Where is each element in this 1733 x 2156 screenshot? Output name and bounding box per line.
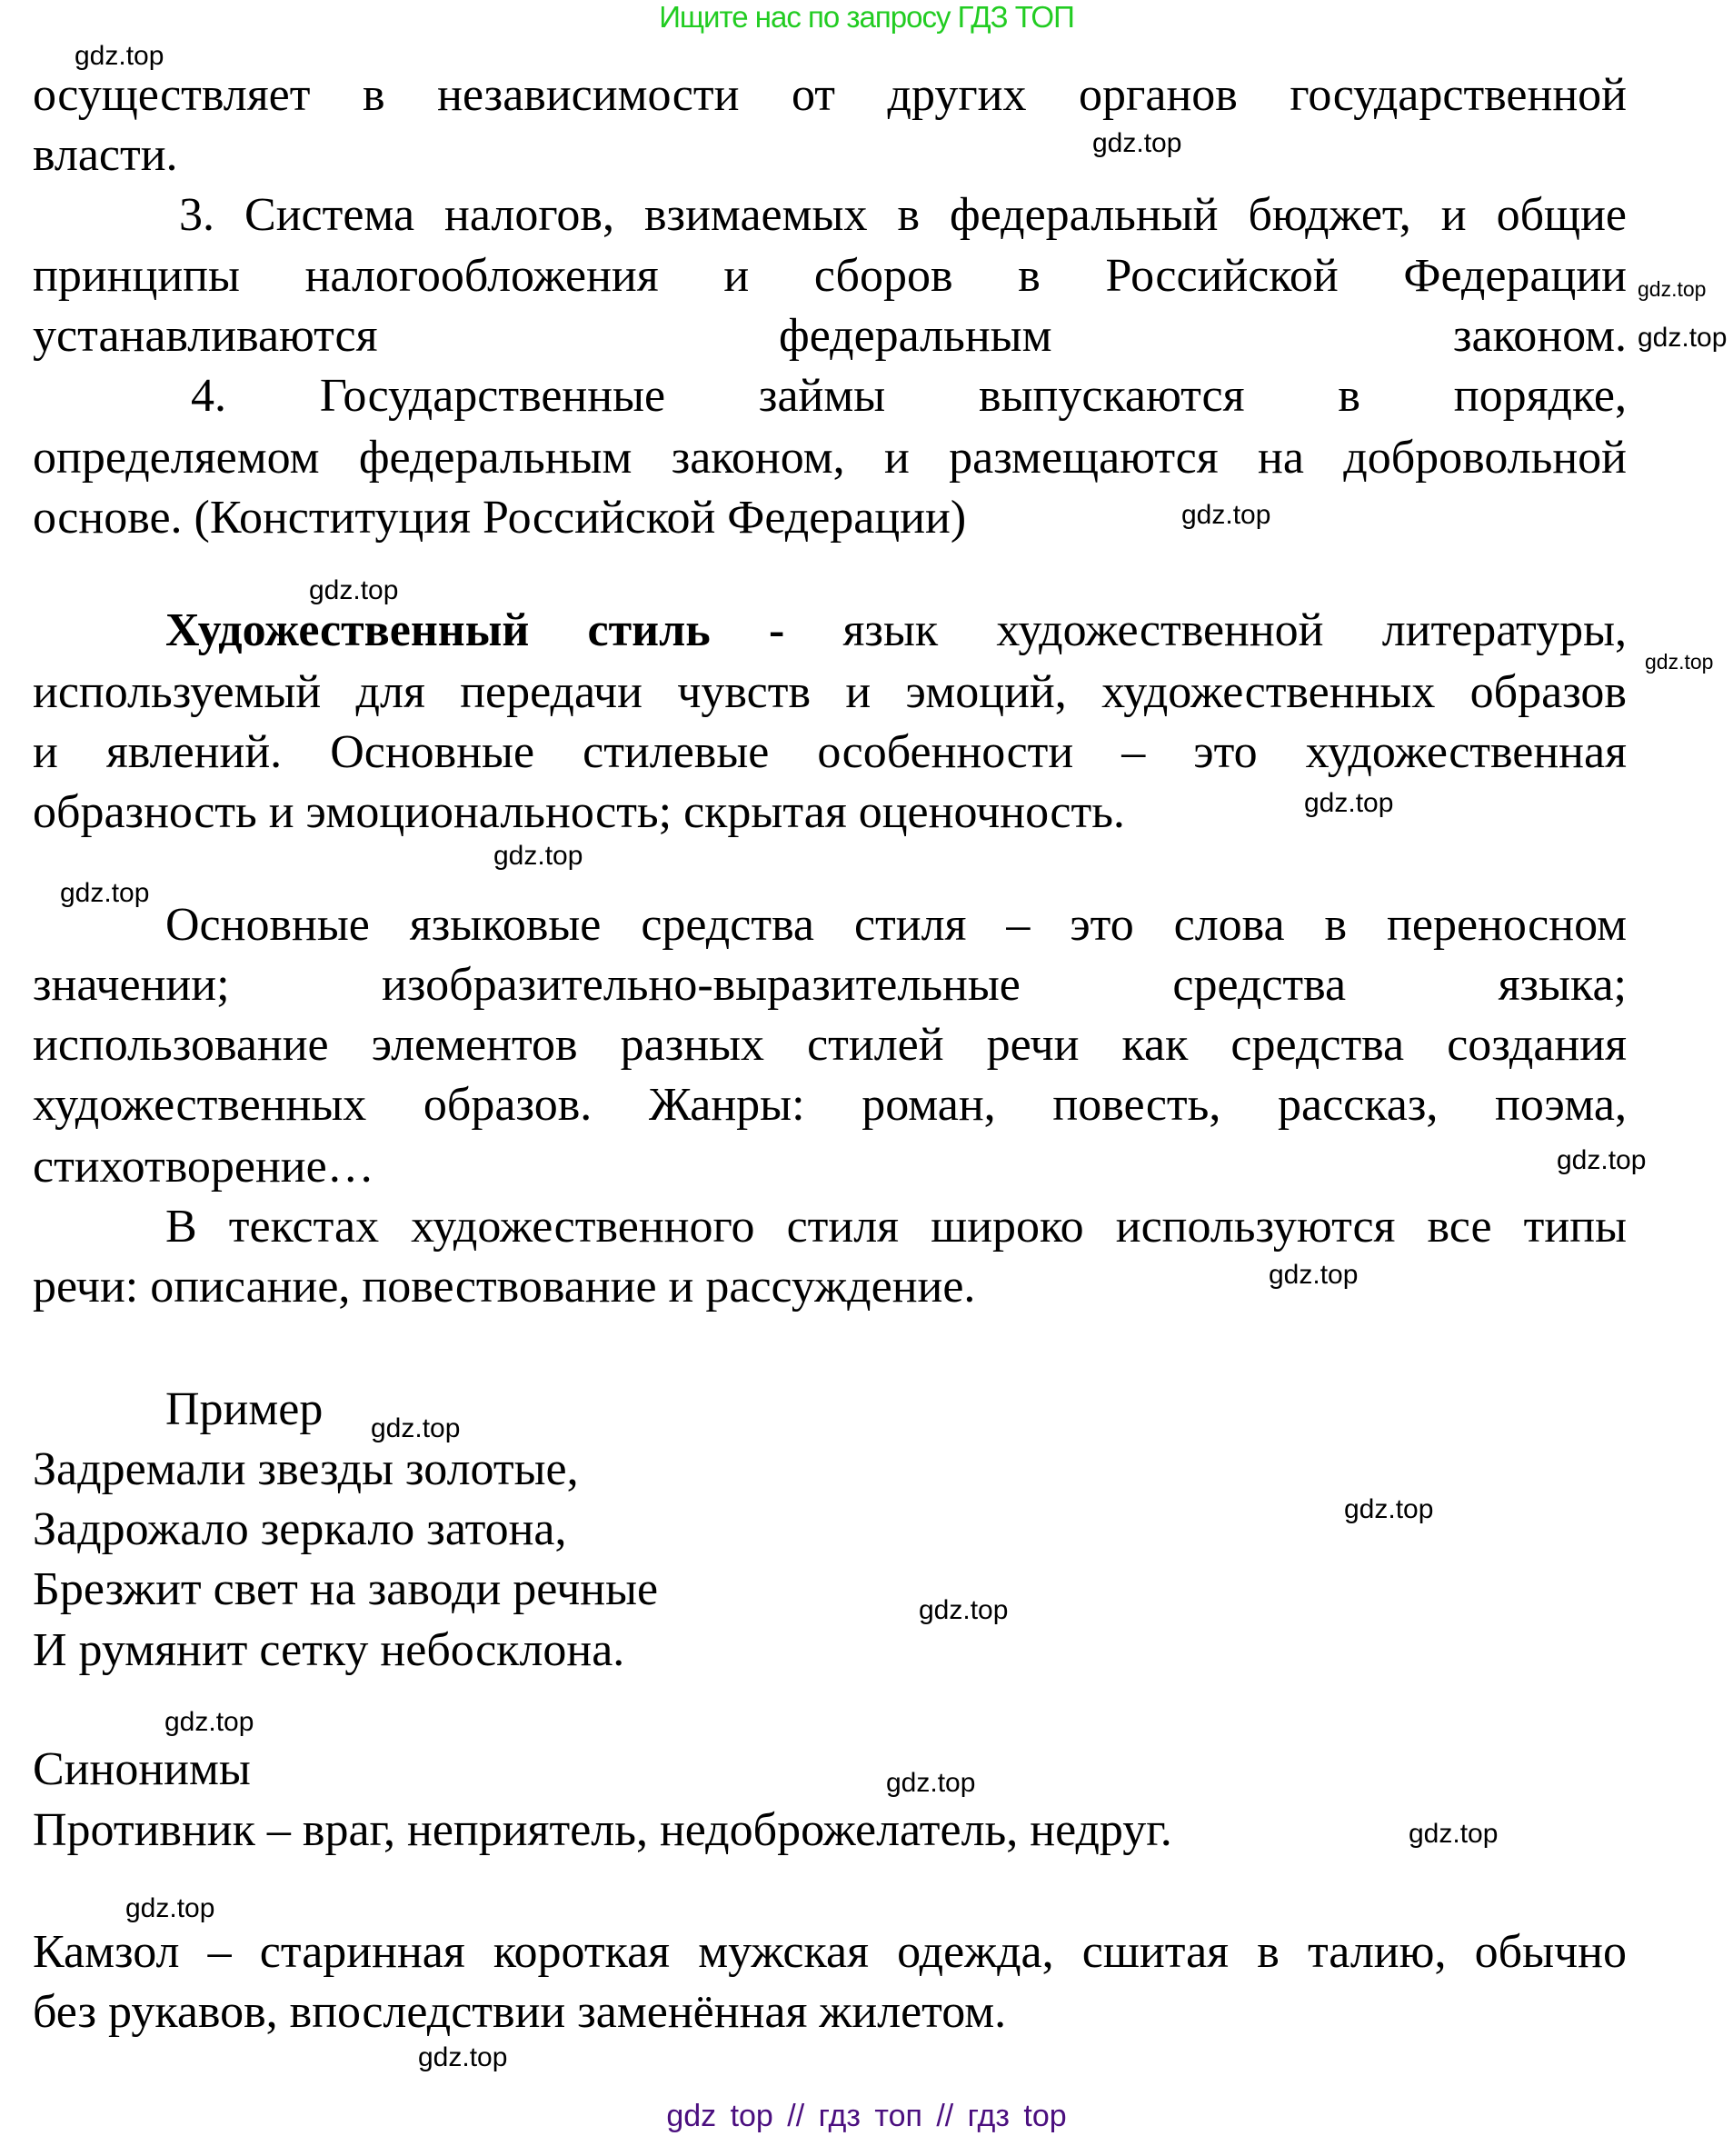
line-text: образность и эмоциональность; скрытая оценочность. bbox=[33, 786, 1125, 838]
watermark: gdz.top bbox=[1269, 1260, 1359, 1290]
watermark: gdz.top bbox=[886, 1768, 976, 1798]
watermark: gdz.top bbox=[164, 1707, 254, 1737]
line-text: осуществляет в независимости от других органов государственной bbox=[33, 69, 1627, 121]
line-text: И румянит сетку небосклона. bbox=[33, 1624, 625, 1676]
text-line bbox=[33, 959, 1627, 1011]
text-line bbox=[165, 899, 1627, 951]
text-line bbox=[33, 726, 1627, 778]
watermark: gdz.top bbox=[60, 878, 150, 908]
text-line bbox=[165, 1203, 1627, 1251]
text-line bbox=[33, 666, 1627, 718]
line-text: Камзол – старинная короткая мужская одежда, сшитая в талию, обычно bbox=[33, 1926, 1627, 1978]
line-text: стихотворение… bbox=[33, 1141, 374, 1193]
text-line bbox=[33, 1019, 1627, 1071]
line-text: Задрожало зеркало затона, bbox=[33, 1503, 567, 1555]
watermark: gdz.top bbox=[309, 575, 399, 605]
text-line bbox=[33, 1804, 1172, 1856]
watermark: gdz.top bbox=[1344, 1494, 1434, 1524]
line-text: Брезжит свет на заводи речные bbox=[33, 1563, 659, 1615]
line-text: Основные языковые средства стиля – это слова в переносном bbox=[165, 899, 1627, 951]
text-line bbox=[33, 786, 1125, 838]
text-line bbox=[165, 604, 1627, 656]
watermark: gdz.top bbox=[418, 2042, 508, 2072]
text-line bbox=[191, 370, 1627, 422]
watermark: gdz.top bbox=[1557, 1145, 1647, 1175]
line-text: без рукавов, впоследствии заменённая жилетом. bbox=[33, 1986, 1007, 2038]
text-line bbox=[33, 1503, 567, 1555]
line-text: значении; изобразительно-выразительные средства языка; bbox=[33, 959, 1627, 1011]
term-heading: Художественный стиль - bbox=[165, 604, 785, 656]
text-line bbox=[33, 1926, 1627, 1978]
watermark: gdz.top bbox=[1181, 500, 1271, 530]
text-line bbox=[33, 1624, 625, 1676]
line-text: принципы налогообложения и сборов в Российской Федерации bbox=[33, 250, 1627, 302]
text-line bbox=[33, 1079, 1627, 1131]
text-line bbox=[33, 434, 1627, 482]
watermark: gdz.top bbox=[125, 1893, 215, 1923]
search-banner: Ищите нас по запросу ГДЗ ТОП bbox=[659, 0, 1074, 34]
text-line bbox=[33, 494, 966, 542]
text-line bbox=[33, 69, 1627, 121]
text-line bbox=[165, 1383, 324, 1435]
line-text: определяемом федеральным законом, и размещаются на добровольной bbox=[33, 432, 1627, 484]
watermark: gdz.top bbox=[1409, 1819, 1499, 1849]
line-text: Задремали звезды золотые, bbox=[33, 1443, 579, 1495]
line-text: и явлений. Основные стилевые особенности – это художественная bbox=[33, 726, 1627, 778]
watermark: gdz.top bbox=[1645, 650, 1714, 674]
text-line bbox=[33, 1263, 975, 1311]
watermark: gdz.top bbox=[75, 41, 164, 71]
watermark: gdz.top bbox=[1304, 788, 1394, 818]
watermark: gdz.top bbox=[1638, 323, 1728, 353]
watermark: gdz.top bbox=[1638, 277, 1707, 301]
line-text: устанавливаются федеральным законом. bbox=[33, 310, 1627, 362]
watermark: gdz.top bbox=[371, 1413, 461, 1443]
line-text: Противник – враг, неприятель, недоброжелатель, недруг. bbox=[33, 1804, 1172, 1856]
line-text: художественных образов. Жанры: роман, повесть, рассказ, поэма, bbox=[33, 1079, 1627, 1131]
text-line bbox=[33, 1563, 659, 1615]
line-text: 3. Система налогов, взимаемых в федеральный бюджет, и общие bbox=[179, 189, 1627, 241]
line-text: использование элементов разных стилей речи как средства создания bbox=[33, 1019, 1627, 1071]
line-text: используемый для передачи чувств и эмоций, художественных образов bbox=[33, 666, 1627, 718]
watermark: gdz.top bbox=[919, 1595, 1009, 1625]
line-text: основе. (Конституция Российской Федерации) bbox=[33, 492, 967, 544]
line-text: В текстах художественного стиля широко используются все типы bbox=[165, 1201, 1627, 1253]
line-text: язык художественной литературы, bbox=[784, 604, 1627, 656]
text-line bbox=[33, 1443, 579, 1495]
text-line bbox=[33, 1143, 374, 1191]
text-line bbox=[33, 1743, 251, 1795]
line-text: 4. Государственные займы выпускаются в порядке, bbox=[191, 370, 1627, 422]
watermark: gdz.top bbox=[493, 841, 583, 871]
text-line bbox=[179, 189, 1627, 241]
line-text: Пример bbox=[165, 1383, 324, 1435]
line-text: Синонимы bbox=[33, 1743, 251, 1795]
line-text: власти. bbox=[33, 129, 178, 181]
footer-links: gdz top // гдз топ // гдз top bbox=[666, 2099, 1067, 2133]
text-line bbox=[33, 129, 178, 181]
watermark: gdz.top bbox=[1092, 128, 1182, 158]
text-line bbox=[33, 310, 1627, 362]
text-line bbox=[33, 1986, 1007, 2038]
line-text: речи: описание, повествование и рассуждение. bbox=[33, 1261, 976, 1313]
text-line bbox=[33, 250, 1627, 302]
